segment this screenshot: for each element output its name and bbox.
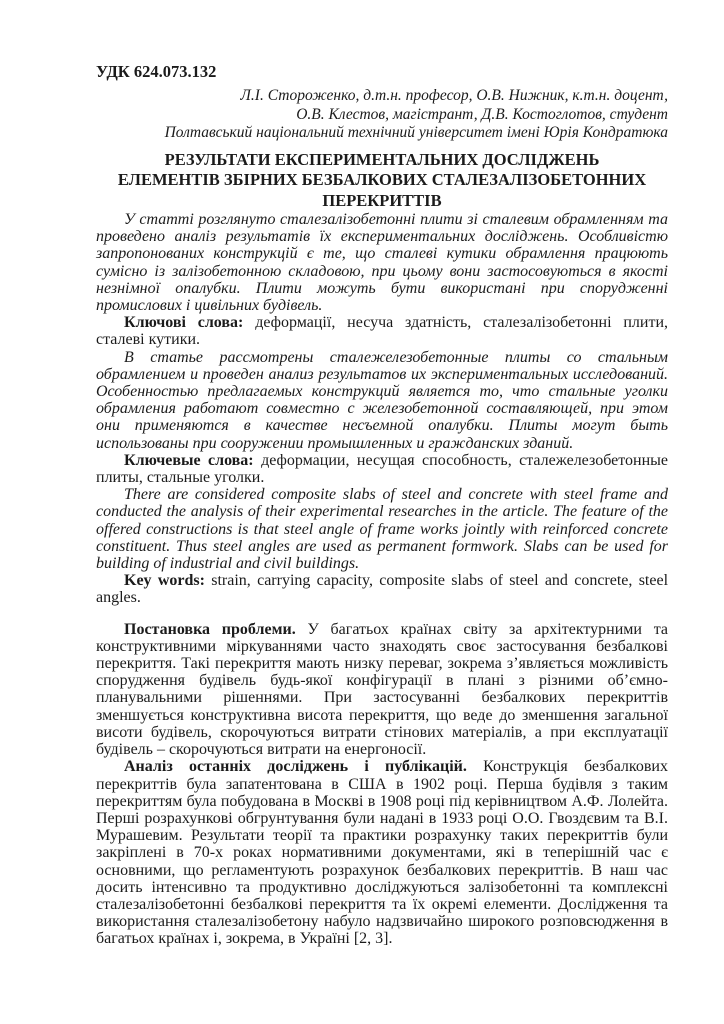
keywords-ukrainian-label: Ключові слова: — [124, 314, 244, 332]
section-recent-research — [96, 758, 668, 947]
keywords-russian — [96, 452, 668, 486]
article-title-line-3: ПЕРЕКРИТТІВ — [322, 190, 442, 210]
keywords-english — [96, 572, 668, 606]
keywords-ukrainian — [96, 314, 668, 348]
article-title-line-1: РЕЗУЛЬТАТИ ЕКСПЕРИМЕНТАЛЬНИХ ДОСЛІДЖЕНЬ — [164, 149, 600, 169]
author-line-2: О.В. Клестов, магістрант, Д.В. Костоглотов, студент — [296, 105, 668, 123]
section-problem-statement — [96, 621, 668, 759]
affiliation-line: Полтавський національний технічний університет імені Юрія Кондратюка — [164, 124, 668, 141]
keywords-russian-list: деформации, несущая способность, сталежелезобетонные плиты, стальные уголки. — [96, 451, 668, 487]
section-problem-statement-heading: Постановка проблеми. — [124, 620, 296, 638]
abstract-russian: В статье рассмотрены сталежелезобетонные плиты со стальным обрамлением и проведен анализ результатов их экспериментальных исследований. Особенностью предлагаемых конструкций является то, что стальные уголки обрамления работают совместно с железобетонной составляющей, при этом они применяются в качестве несъемной опалубки. Плиты могут быть использованы при сооружении промышленных и гражданских зданий. — [96, 348, 668, 452]
author-line-1: Л.І. Стороженко, д.т.н. професор, О.В. Нижник, к.т.н. доцент, — [240, 87, 668, 104]
abstract-english: There are considered composite slabs of steel and concrete with steel frame and conducted the analysis of their experimental researches in the article. The feature of the offered constructions is that steel angle of frame works jointly with reinforced concrete constituent. Thus steel angles are used as permanent formwork. Slabs can be used for building of industrial and civil buildings. — [96, 486, 668, 573]
keywords-english-list: strain, carrying capacity, composite slabs of steel and concrete, steel angles. — [96, 572, 669, 607]
section-recent-research-text: Конструкція безбалкових перекриттів була запатентована в США в 1902 році. Перша будівля з таким перекриттям була побудована в Москві в 1908 році під керівництвом А.Ф. Лолейта. Перші розрахункові обгрунтування були надані в 1933 році О.О. Гвоздєвим та В.І. Мурашевим. Результати теорії та практики розрахунку таких перекриттів були закріплені в 70-х роках нормативними документами, які в теперішній час є основними, що регламентують розрахунок безбалкових перекриттів. В наш час досить інтенсивно та продуктивно досліджуються залізобетонні та комплексні сталезалізобетонні безбалкові перекриття та їх окремі елементи. Дослідження та використання сталезалізобетону набуло надзвичайно широкого розповсюдження в багатьох країнах і, зокрема, в Україні [2, 3]. — [96, 758, 668, 948]
udc-code: УДК 624.073.132 — [96, 62, 217, 81]
article-title — [96, 150, 668, 212]
keywords-ukrainian-list: деформації, несуча здатність, сталезалізобетонні плити, сталеві кутики. — [96, 314, 668, 349]
keywords-russian-label: Ключевые слова: — [124, 451, 254, 469]
keywords-english-label: Key words: — [124, 572, 205, 590]
article-title-line-2: ЕЛЕМЕНТІВ ЗБІРНИХ БЕЗБАЛКОВИХ СТАЛЕЗАЛІЗОБЕТОННИХ — [117, 170, 647, 189]
abstract-ukrainian: У статті розглянуто сталезалізобетонні плити зі сталевим обрамленням та проведено аналіз результатів їх експериментальних досліджень. Особливістю запропонованих конструкцій є те, що сталеві кутики обрамлення працюють сумісно із залізобетонною складовою, при цьому вони застосовуються в якості незнімної опалубки. Плити можуть бути використані при спорудженні промислових і цивільних будівель. — [96, 211, 668, 315]
section-problem-statement-text: У багатьох країнах світу за архітектурними та конструктивними міркуваннями часто знаходять своє застосування безбалкові перекриття. Такі перекриття мають низку переваг, зокрема з’являється можливість спорудження будівель будь-якої конфігурації в плані з різними об’ємно-планувальними рішеннями. При застосуванні безбалкових перекриттів зменшується конструктивна висота перекриття, що веде до зменшення загальної висоти будівель, скорочуються витрати стінових матеріалів, а при експлуатації будівель – скорочуються витрати на енергоносії. — [96, 620, 669, 759]
authors-block — [96, 87, 668, 143]
section-recent-research-heading: Аналіз останніх досліджень і публікацій. — [124, 758, 467, 776]
